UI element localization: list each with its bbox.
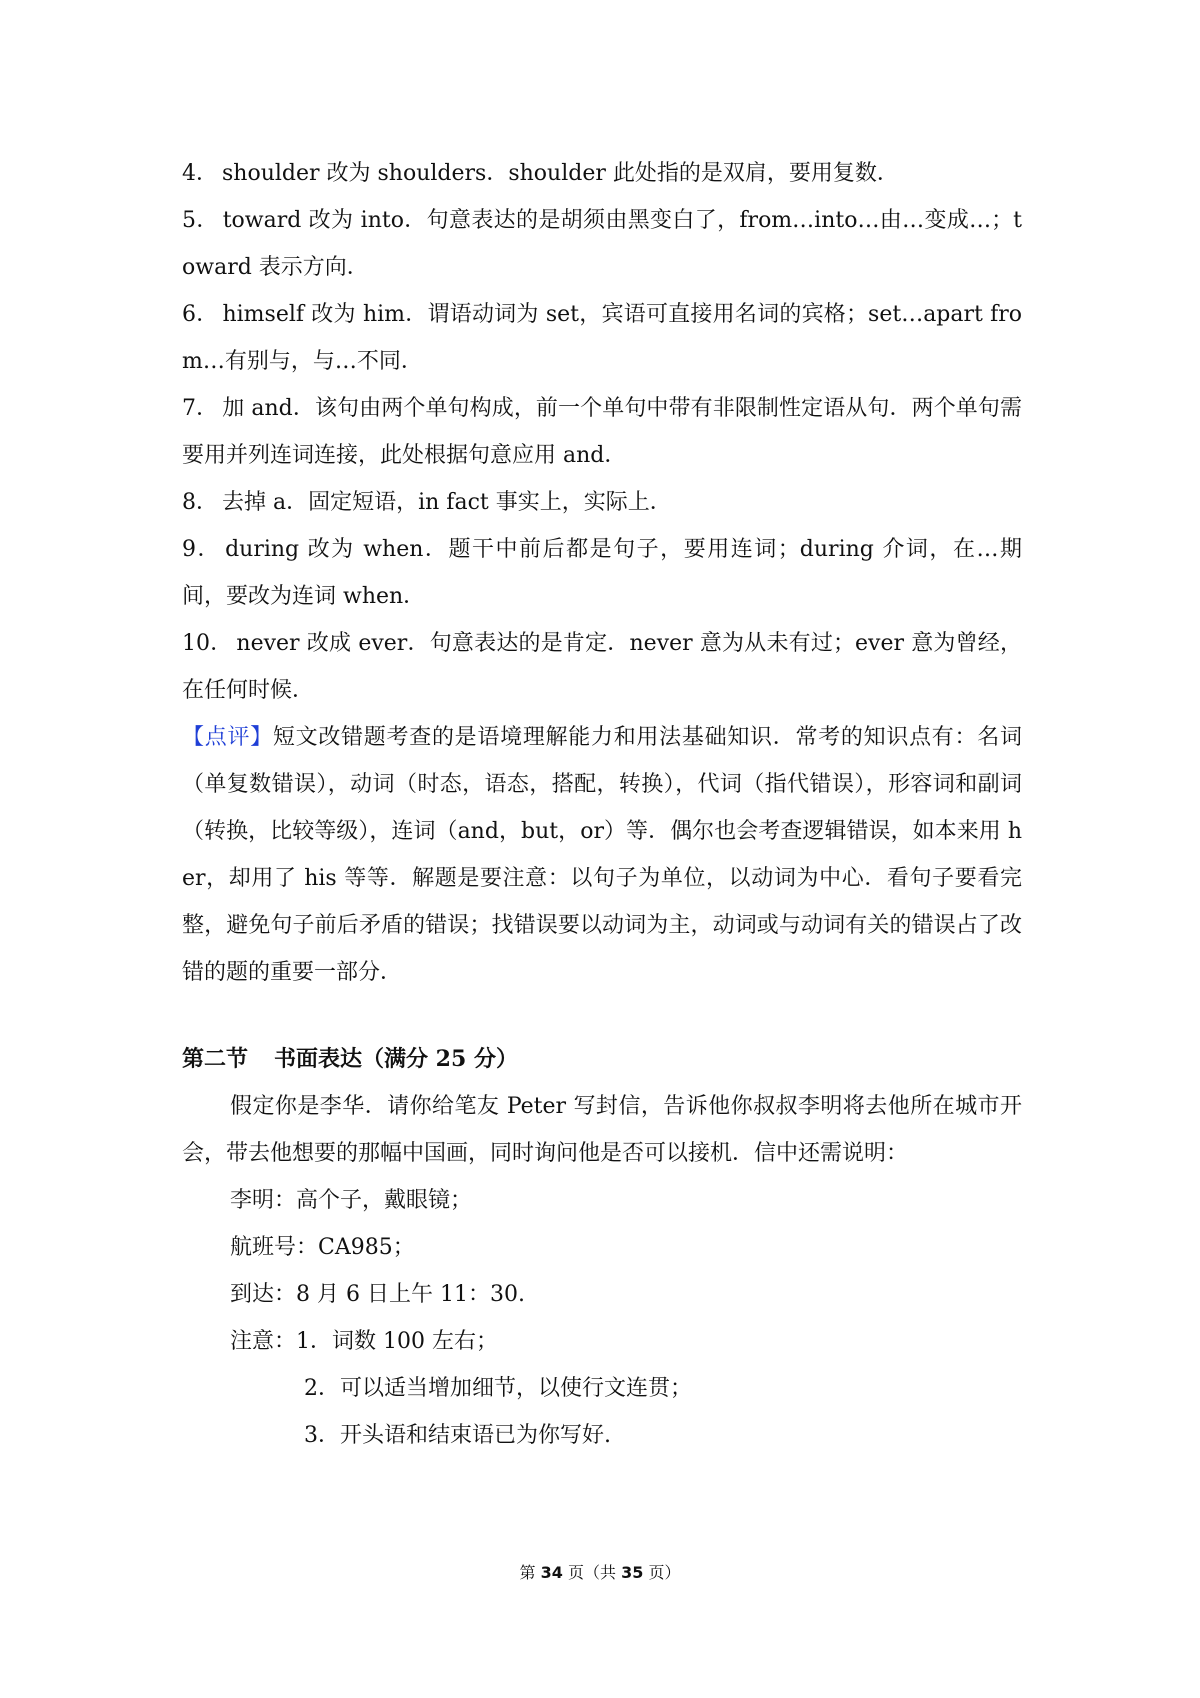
review-text: 短文改错题考查的是语境理解能力和用法基础知识．常考的知识点有：名词（单复数错误），动词（时态，语态，搭配，转换），代词（指代错误），形容词和副词（转换，比较等级），连词（and，but，or）等．偶尔也会考查逻辑错误，如本来用 her，却用了 his 等等．解题是要注意：以句子为单位，以动词为中心．看句子要看完整，避免句子前后矛盾的错误；找错误要以动词为主，动词或与动词有关的错误占了改错的题的重要一部分． (182, 725, 1022, 985)
footer-middle: 页（共 (562, 1563, 622, 1582)
review-paragraph (182, 714, 1022, 996)
footer-prefix: 第 (519, 1563, 541, 1582)
item-text: himself 改为 him．谓语动词为 set，宾语可直接用名词的宾格；set…apart from…有别与，与…不同． (182, 302, 1022, 374)
item-text: 去掉 a．固定短语，in fact 事实上，实际上． (222, 490, 672, 515)
page-content (182, 150, 1022, 1459)
item-number: 6． (182, 302, 219, 327)
page-footer (0, 1560, 1200, 1583)
detail-line: 到达：8 月 6 日上午 11：30. (230, 1282, 525, 1307)
correction-item (182, 150, 1022, 197)
item-text: toward 改为 into．句意表达的是胡须由黑变白了，from…into…由…变成…；toward 表示方向． (182, 208, 1023, 280)
item-text: shoulder 改为 shoulders．shoulder 此处指的是双肩，要用复数． (222, 161, 899, 186)
item-number: 9． (182, 537, 222, 562)
note-line (182, 1318, 1022, 1365)
total-pages: 35 (621, 1563, 644, 1582)
note-line: 2．可以适当增加细节，以使行文连贯； (304, 1376, 692, 1401)
item-number: 10． (182, 631, 233, 656)
detail-line: 李明：高个子，戴眼镜； (230, 1188, 473, 1213)
item-text: during 改为 when．题干中前后都是句子，要用连词；during 介词，在…期间，要改为连词 when． (182, 537, 1022, 609)
note-first: 1．词数 100 左右； (296, 1329, 498, 1354)
correction-item (182, 197, 1022, 291)
section-title: 书面表达（满分 25 分） (274, 1046, 518, 1072)
item-number: 7． (182, 396, 219, 421)
page-number: 34 (540, 1563, 563, 1582)
correction-item (182, 620, 1022, 714)
item-text: never 改成 ever．句意表达的是肯定．never 意为从未有过；ever 意为曾经，在任何时候． (182, 631, 1023, 703)
correction-item (182, 479, 1022, 526)
correction-item (182, 385, 1022, 479)
section-heading (182, 1036, 1022, 1083)
item-text: 加 and．该句由两个单句构成，前一个单句中带有非限制性定语从句．两个单句需要用并列连词连接，此处根据句意应用 and． (182, 396, 1022, 468)
item-number: 4． (182, 161, 218, 186)
note-label: 注意： (230, 1329, 297, 1354)
detail-line: 航班号：CA985； (230, 1235, 415, 1260)
writing-prompt: 假定你是李华．请你给笔友 Peter 写封信，告诉他你叔叔李明将去他所在城市开会，带去他想要的那幅中国画，同时询问他是否可以接机．信中还需说明： (182, 1094, 1022, 1166)
item-number: 8． (182, 490, 218, 515)
review-label: 【点评】 (182, 725, 273, 750)
footer-suffix: 页） (643, 1563, 681, 1582)
item-number: 5． (182, 208, 219, 233)
section-spacer (182, 996, 1022, 1036)
correction-item (182, 526, 1022, 620)
note-line: 3．开头语和结束语已为你写好. (304, 1423, 611, 1448)
correction-item (182, 291, 1022, 385)
section-number: 第二节 (182, 1046, 249, 1072)
